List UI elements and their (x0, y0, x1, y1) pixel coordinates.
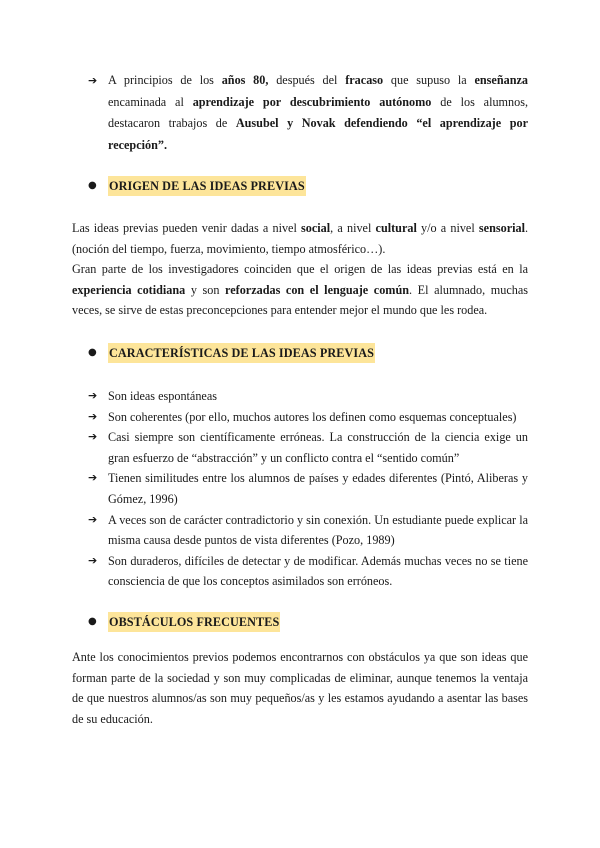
heading-text: ORIGEN DE LAS IDEAS PREVIAS (108, 176, 306, 196)
text: . (noción del tiempo, fuerza, movimiento, tiempo atmosférico…). (72, 221, 529, 256)
list-item (88, 386, 528, 407)
bold-text: social (301, 221, 331, 235)
arrow-icon: ➔ (88, 74, 98, 87)
list-item-text: Son duraderos, difíciles de detectar y de modificar. Además muchas veces no se tiene consciencia de que los conceptos asimilados son erróneos. (108, 553, 528, 589)
text: . El alumnado, muchas veces, se sirve de estas preconcepciones para entender mejor el mundo que les rodea. (72, 282, 528, 318)
list-item-text: Son ideas espontáneas (108, 389, 217, 403)
list-item (88, 407, 528, 428)
intro-list (88, 70, 528, 156)
caracteristicas-list (88, 386, 528, 592)
heading-text: OBSTÁCULOS FRECUENTES (108, 612, 280, 632)
text: , a nivel (330, 221, 376, 235)
paragraph-origen-2 (72, 259, 528, 321)
list-item (88, 70, 528, 156)
list-item (88, 468, 528, 509)
bold-text: experiencia cotidiana (72, 282, 186, 297)
section-heading-obstaculos (88, 611, 280, 633)
bullet-icon: ● (88, 347, 97, 358)
bullet-icon: ● (88, 180, 97, 191)
bold-text: años 80, (221, 73, 269, 87)
bold-text: fracaso (345, 73, 384, 87)
bold-text: enseñanza (474, 73, 528, 87)
bold-text: reforzadas con el lenguaje común (225, 282, 409, 297)
list-item (88, 427, 528, 468)
paragraph-origen-1 (72, 218, 528, 259)
section-heading-caracteristicas (88, 342, 375, 364)
arrow-icon: ➔ (88, 389, 98, 402)
paragraph-obstaculos (72, 647, 528, 729)
text: y son (185, 282, 226, 297)
heading-text: CARACTERÍSTICAS DE LAS IDEAS PREVIAS (108, 343, 375, 363)
arrow-icon: ➔ (88, 553, 98, 567)
list-item (88, 510, 528, 551)
text: Gran parte de los investigadores coinciden que el origen de las ideas previas está en la (72, 262, 528, 276)
text: de los alumnos, destacaron trabajos de (108, 94, 528, 131)
arrow-icon: ➔ (88, 430, 98, 444)
arrow-icon: ➔ (88, 512, 98, 526)
text: que supuso la (383, 73, 475, 87)
list-item-text: A veces son de carácter contradictorio y sin conexión. Un estudiante puede explicar la misma causa desde puntos de vista diferentes (Pozo, 1989) (108, 512, 528, 548)
bold-text: Ausubel y Novak defendiendo “el aprendizaje por recepción”. (108, 116, 528, 152)
arrow-icon: ➔ (88, 409, 98, 423)
text: encaminada al (108, 94, 193, 109)
bullet-icon: ● (88, 616, 97, 627)
list-item-text: Casi siempre son científicamente erróneas. La construcción de la ciencia exige un gran esfuerzo de “abstracción” y un conflicto contra el “sentido común” (108, 430, 528, 465)
list-item-text: Son coherentes (por ello, muchos autores los definen como esquemas conceptuales) (108, 409, 517, 424)
arrow-icon: ➔ (88, 471, 98, 485)
list-item (88, 551, 528, 592)
list-item-text: Tienen similitudes entre los alumnos de países y edades diferentes (Pintó, Aliberas y Gómez, 1996) (108, 471, 528, 506)
text: Ante los conocimientos previos podemos encontrarnos con obstáculos ya que son ideas que forman parte de la sociedad y son muy complicadas de eliminar, aunque tenemos la ventaja de que nuestros alumnos/as son muy pequeños/as y les estamos ayudando a asentar las bases de su educación. (72, 650, 528, 726)
text: después del (268, 73, 346, 87)
text: Las ideas previas pueden venir dadas a nivel (72, 221, 302, 235)
bold-text: sensorial (478, 221, 525, 235)
section-heading-origen (88, 175, 306, 197)
text: y/o a nivel (416, 221, 479, 235)
bold-text: cultural (375, 221, 417, 235)
bold-text: aprendizaje por descubrimiento autónomo (192, 94, 432, 109)
text: A principios de los (108, 73, 222, 87)
